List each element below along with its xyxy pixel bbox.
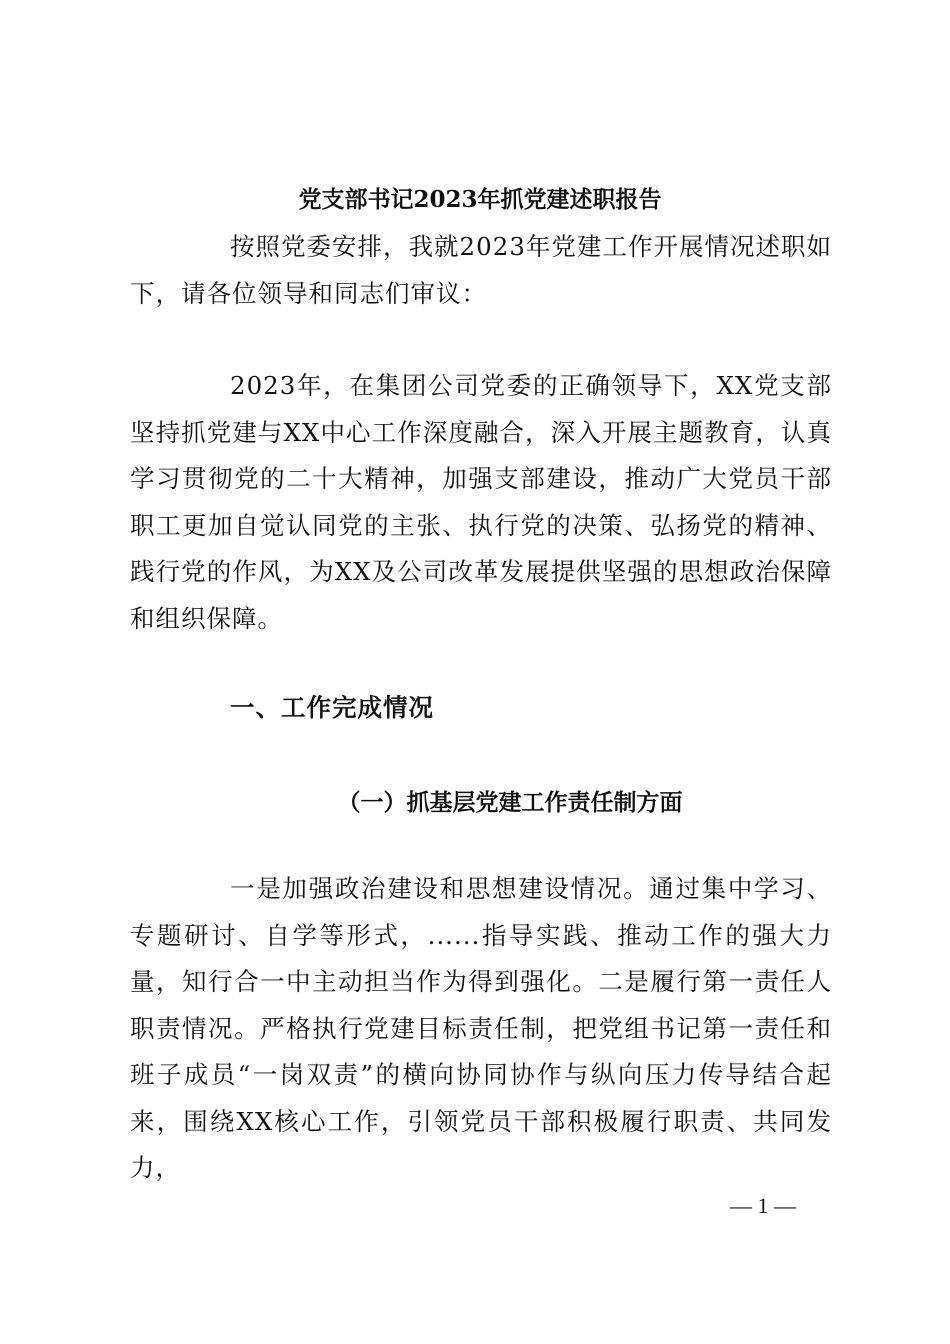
subsection-body-paragraph: 一是加强政治建设和思想建设情况。通过集中学习、专题研讨、自学等形式，......指导实践、推动工作的强大力量，知行合一中主动担当作为得到强化。二是履行第一责任人职责情况。严格执行党建目标责任制，把党组书记第一责任和班子成员“一岗双责”的横向协同协作与纵向压力传导结合起来，围绕XX核心工作，引领党员干部积极履行职责、共同发力， bbox=[130, 874, 832, 1182]
section-heading: 一、工作完成情况 bbox=[230, 693, 434, 722]
document-title: 党支部书记2023年抓党建述职报告 bbox=[298, 186, 662, 213]
intro-paragraph: 按照党委安排，我就2023年党建工作开展情况述职如下，请各位领导和同志们审议： bbox=[130, 232, 832, 308]
page-number: — 1 — bbox=[730, 1193, 796, 1218]
subsection-heading: （一）抓基层党建工作责任制方面 bbox=[337, 790, 683, 816]
summary-paragraph: 2023年，在集团公司党委的正确领导下，XX党支部坚持抓党建与XX中心工作深度融合，深入开展主题教育，认真学习贯彻党的二十大精神，加强支部建设，推动广大党员干部职工更加自觉认同党的主张、执行党的决策、弘扬党的精神、践行党的作风，为XX及公司改革发展提供坚强的思想政治保障和组织保障。 bbox=[130, 371, 832, 633]
